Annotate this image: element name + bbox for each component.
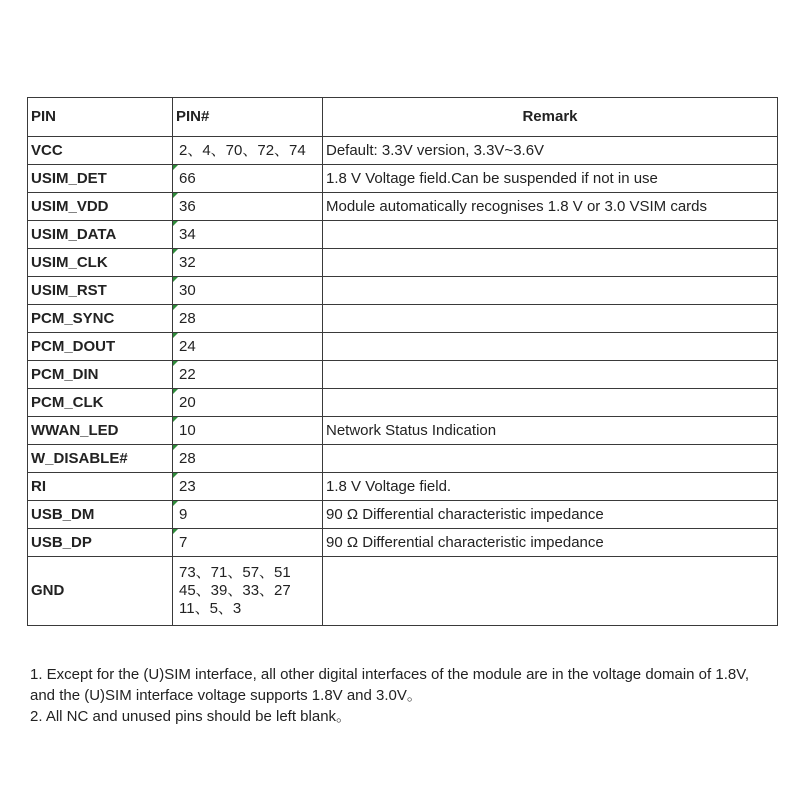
pin-number-cell: 28 [173,305,323,333]
header-remark: Remark [323,98,778,137]
table-row [28,529,778,557]
table-row [28,165,778,193]
pin-number-cell: 34 [173,221,323,249]
pin-number-cell: 9 [173,501,323,529]
pin-name-cell: USB_DP [28,529,173,557]
pin-name-cell: USIM_RST [28,277,173,305]
pin-name-cell: USIM_DET [28,165,173,193]
remark-cell [323,277,778,305]
footnote-1: 1. Except for the (U)SIM interface, all other digital interfaces of the module are in the voltage domain of 1.8V, and the (U)SIM interface voltage supports 1.8V and 3.0V。 [30,666,750,704]
table-header-row [28,98,778,137]
pin-name-cell: PCM_SYNC [28,305,173,333]
table-row [28,473,778,501]
pin-name-cell: USIM_DATA [28,221,173,249]
pin-name-cell: VCC [28,137,173,165]
pin-name-cell: USIM_CLK [28,249,173,277]
table-row [28,221,778,249]
table-row [28,277,778,305]
remark-cell [323,249,778,277]
pin-name-cell: W_DISABLE# [28,445,173,473]
pin-number-cell: 36 [173,193,323,221]
pin-number-cell: 24 [173,333,323,361]
remark-cell: 90 Ω Differential characteristic impedance [323,529,778,557]
pin-number-cell: 23 [173,473,323,501]
remark-cell: Default: 3.3V version, 3.3V~3.6V [323,137,778,165]
pin-table [27,97,778,626]
footnote-2: 2. All NC and unused pins should be left blank。 [30,708,352,725]
pin-number-cell: 73、71、57、51 45、39、33、27 11、5、3 [173,557,323,626]
pin-name-cell: PCM_DOUT [28,333,173,361]
table-row [28,361,778,389]
pin-number-cell: 66 [173,165,323,193]
pin-name-cell: WWAN_LED [28,417,173,445]
remark-cell: Module automatically recognises 1.8 V or 3.0 VSIM cards [323,193,778,221]
header-pin-number: PIN# [173,98,323,137]
remark-cell: 90 Ω Differential characteristic impedance [323,501,778,529]
remark-cell [323,305,778,333]
footnotes [30,664,770,727]
table-row [28,501,778,529]
remark-cell [323,557,778,626]
table-row [28,193,778,221]
remark-cell: 1.8 V Voltage field. [323,473,778,501]
table-row [28,305,778,333]
pin-name-cell: USB_DM [28,501,173,529]
table-row [28,333,778,361]
header-pin: PIN [28,98,173,137]
remark-cell [323,333,778,361]
table-row [28,249,778,277]
table-row [28,137,778,165]
remark-cell [323,361,778,389]
pin-name-cell: PCM_CLK [28,389,173,417]
pin-number-cell: 22 [173,361,323,389]
pin-number-cell: 10 [173,417,323,445]
pin-name-cell: USIM_VDD [28,193,173,221]
table-row [28,417,778,445]
pin-number-cell: 2、4、70、72、74 [173,137,323,165]
remark-cell [323,221,778,249]
remark-cell [323,389,778,417]
pin-number-cell: 32 [173,249,323,277]
pin-name-cell: GND [28,557,173,626]
table-row [28,445,778,473]
table-row [28,557,778,626]
pin-name-cell: RI [28,473,173,501]
pin-name-cell: PCM_DIN [28,361,173,389]
pin-number-cell: 7 [173,529,323,557]
table-row [28,389,778,417]
pin-number-cell: 30 [173,277,323,305]
remark-cell: Network Status Indication [323,417,778,445]
remark-cell [323,445,778,473]
pin-number-cell: 20 [173,389,323,417]
pin-number-cell: 28 [173,445,323,473]
remark-cell: 1.8 V Voltage field.Can be suspended if not in use [323,165,778,193]
